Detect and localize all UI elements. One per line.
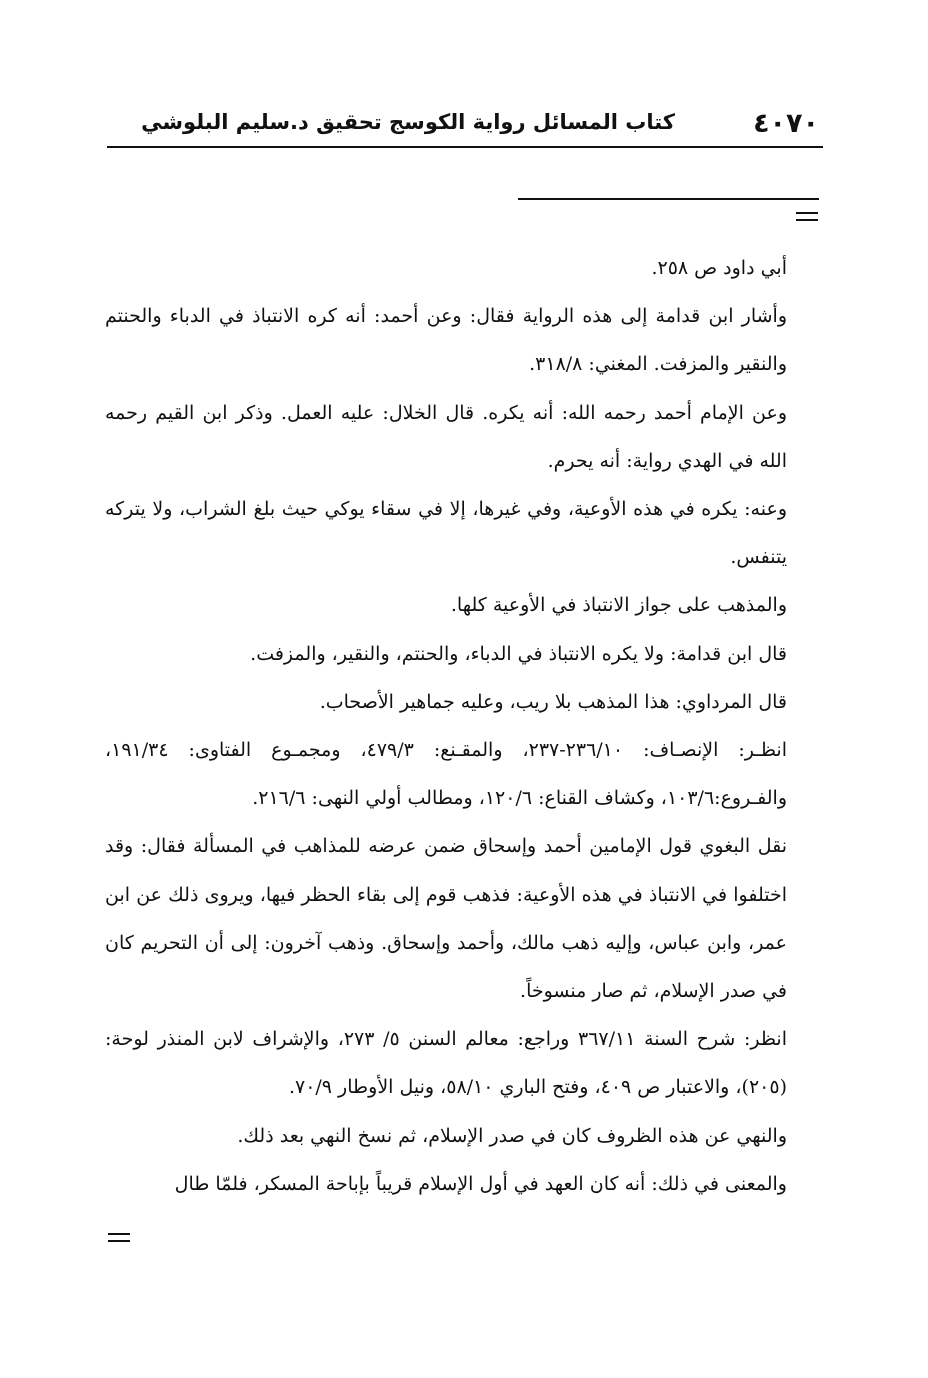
paragraph: نقل البغوي قول الإمامين أحمد وإسحاق ضمن عرضه للمذاهب في المسألة فقال: وقد اختلفوا في الانتباذ في هذه الأوعية: فذهب قوم إلى بقاء الحظر فيها، ويروى ذلك عن ابن عمر، وابن عباس، وإليه ذهب مالك، وأحمد وإسحاق. وذهب آخرون: إلى أن التحريم كان في صدر الإسلام، ثم صار منسوخاً.	[105, 835, 787, 1003]
page-number: ٤٠٧٠	[753, 108, 819, 139]
continuation-from-previous-mark	[796, 212, 818, 222]
paragraph: انظر: شرح السنة ٣٦٧/١١ وراجع: معالم السنن ٥/ ٢٧٣، والإشراف لابن المنذر لوحة: (٢٠٥)، والاعتبار ص ٤٠٩، وفتح الباري ٥٨/١٠، ونيل الأوطار ٧٠/٩.	[105, 1028, 787, 1099]
paragraph: وعن الإمام أحمد رحمه الله: أنه يكره. قال الخلال: عليه العمل. وذكر ابن القيم رحمه الله في الهدي رواية: أنه يحرم.	[105, 401, 787, 472]
paragraph: انظـر: الإنصـاف: ٢٣٦/١٠-٢٣٧، والمقـنع: ٤٧٩/٣، ومجمـوع الفتاوى: ١٩١/٣٤، والفـروع:١٠٣/٦، وكشاف القناع: ١٢٠/٦، ومطالب أولي النهى: ٢١٦/٦.	[105, 739, 787, 810]
footnote-separator	[518, 198, 819, 200]
paragraph: وعنه: يكره في هذه الأوعية، وفي غيرها، إلا في سقاء يوكي حيث بلغ الشراب، ولا يتركه يتنفس.	[105, 498, 787, 569]
paragraph: قال ابن قدامة: ولا يكره الانتباذ في الدباء، والحنتم، والنقير، والمزفت.	[250, 642, 787, 665]
paragraph: أبي داود ص ٢٥٨.	[651, 257, 787, 279]
paragraph: وأشار ابن قدامة إلى هذه الرواية فقال: وعن أحمد: أنه كره الانتباذ في الدباء والحنتم والنقير والمزفت. المغني: ٣١٨/٨.	[105, 305, 787, 376]
footnote-text	[105, 244, 787, 1208]
paragraph: والمعنى في ذلك: أنه كان العهد في أول الإسلام قريباً بإباحة المسكر، فلمّا طال	[174, 1172, 787, 1195]
page-header	[107, 100, 823, 148]
paragraph: والنهي عن هذه الظروف كان في صدر الإسلام، ثم نسخ النهي بعد ذلك.	[237, 1124, 787, 1147]
paragraph: والمذهب على جواز الانتباذ في الأوعية كلها.	[450, 594, 787, 617]
paragraph: قال المرداوي: هذا المذهب بلا ريب، وعليه جماهير الأصحاب.	[319, 690, 787, 713]
continued-on-next-page-mark	[108, 1233, 130, 1243]
book-title: كتاب المسائل رواية الكوسج تحقيق د.سليم البلوشي	[141, 110, 675, 134]
